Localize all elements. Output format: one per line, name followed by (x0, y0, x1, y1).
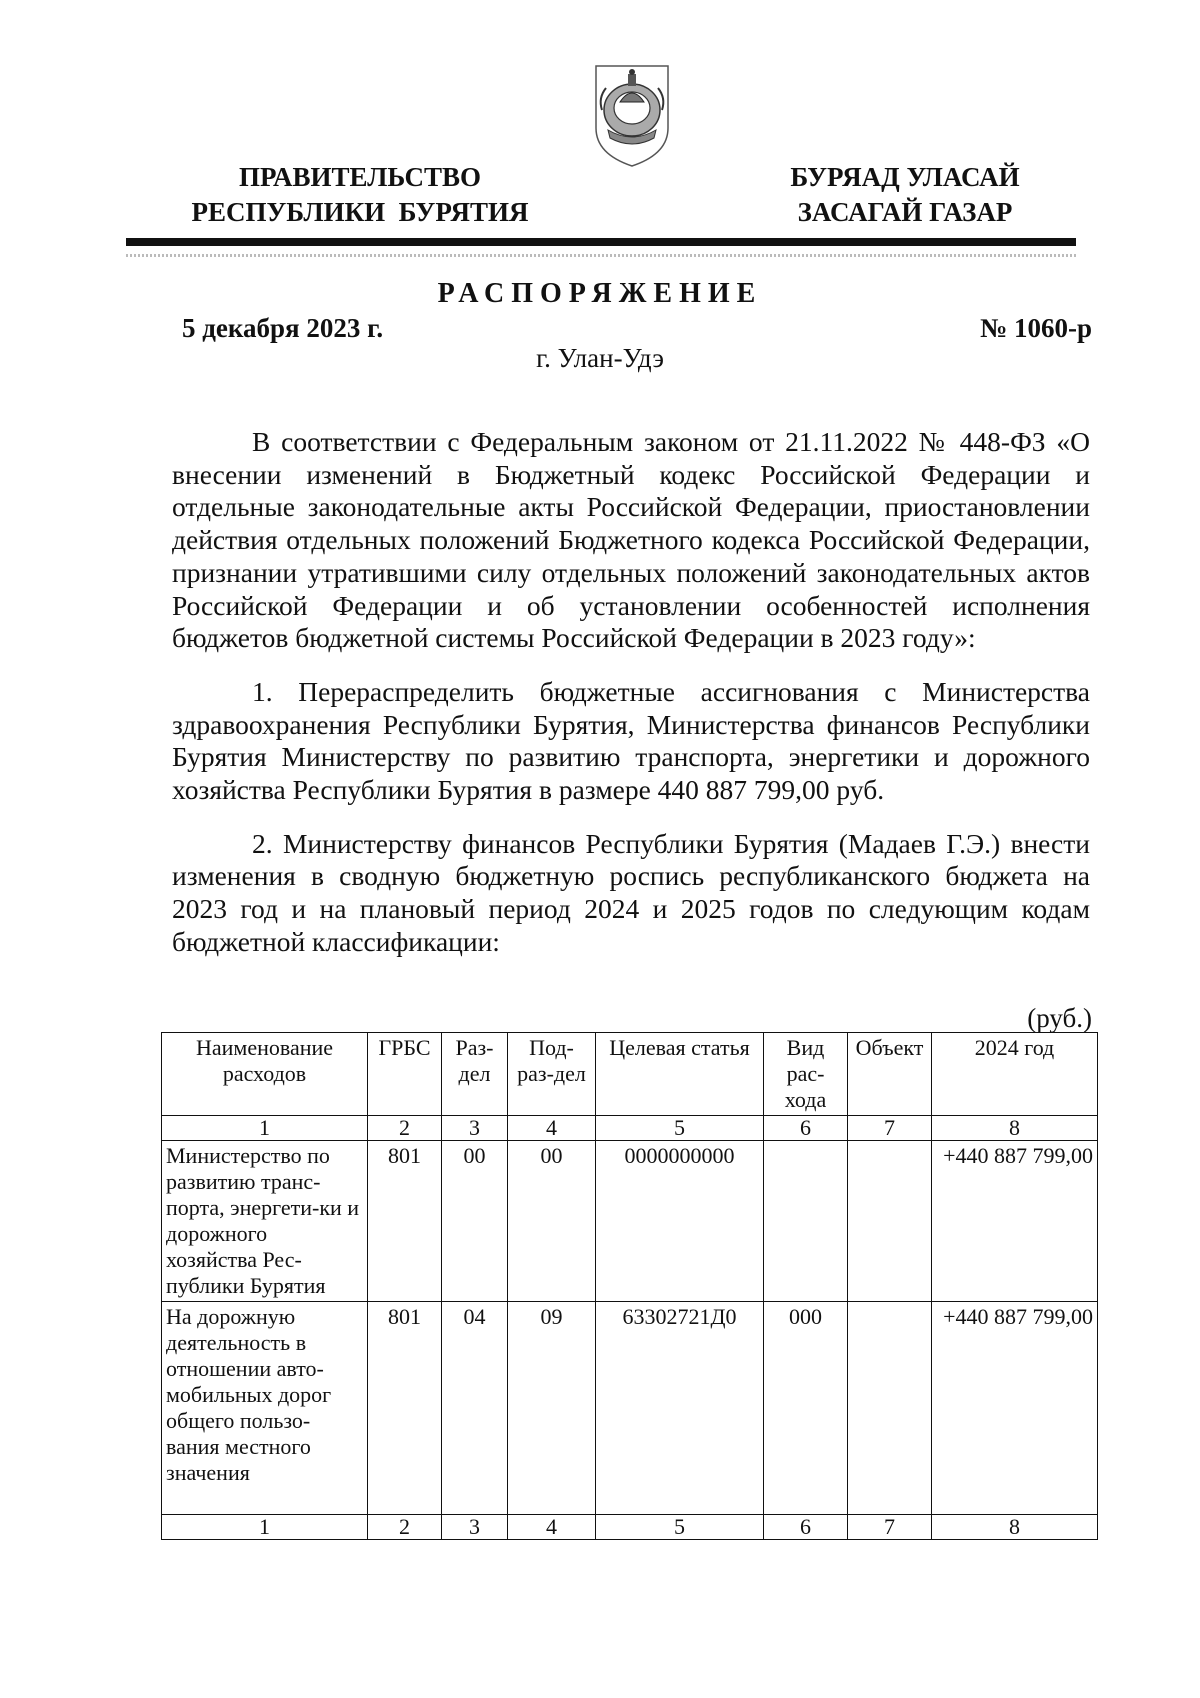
header-divider-thin (126, 254, 1076, 257)
document-date: 5 декабря 2023 г. (182, 313, 384, 343)
org-name-russian-line1: ПРАВИТЕЛЬСТВО (238, 162, 482, 192)
index-cell: 4 (508, 1116, 596, 1141)
cell-object (848, 1141, 932, 1302)
index-cell: 8 (932, 1116, 1098, 1141)
index-cell: 3 (442, 1116, 508, 1141)
col-header-expense-type: Вид рас-хода (764, 1033, 848, 1116)
index-cell: 7 (848, 1515, 932, 1540)
cell-section: 00 (442, 1141, 508, 1302)
cell-grbs: 801 (368, 1141, 442, 1302)
index-cell: 1 (162, 1116, 368, 1141)
document-city: г. Улан-Удэ (536, 343, 664, 373)
paragraph-item-1: 1. Перераспределить бюджетные ассигнования с Министерства здравоохранения Республики Бурятия, Министерства финансов Республики Бурятия Министерству по развитию транспорта, энергетики и дорожного хозяйства Республики Бурятия в размере 440 887 799,00 руб. (172, 675, 1090, 806)
cell-expense-type: 000 (764, 1302, 848, 1515)
paragraph-item-2: 2. Министерству финансов Республики Бурятия (Мадаев Г.Э.) внести изменения в сводную бюджетную роспись республиканского бюджета на 2023 год и на плановый период 2024 и 2025 годов по следующим кодам бюджетной классификации: (172, 827, 1090, 957)
col-header-year-2024: 2024 год (932, 1033, 1098, 1116)
index-cell: 5 (596, 1116, 764, 1141)
index-cell: 2 (368, 1116, 442, 1141)
cell-target-article: 63302721Д0 (596, 1302, 764, 1515)
index-cell: 3 (442, 1515, 508, 1540)
index-cell: 8 (932, 1515, 1098, 1540)
cell-amount-2024: +440 887 799,00 (932, 1302, 1098, 1515)
table-row (162, 1302, 1098, 1515)
org-name-buryat-line1: БУРЯАД УЛАСАЙ (790, 162, 1020, 192)
cell-name: На дорожную деятельность в отношении авто-мобильных дорог общего пользо-вания местного значения (162, 1302, 368, 1515)
table-row (162, 1141, 1098, 1302)
org-name-buryat-line2: ЗАСАГАЙ ГАЗАР (797, 197, 1013, 227)
org-name-russian (150, 160, 570, 230)
header-divider-thick (126, 238, 1076, 246)
col-header-section: Раз-дел (442, 1033, 508, 1116)
coat-of-arms-icon (592, 58, 672, 168)
cell-target-article: 0000000000 (596, 1141, 764, 1302)
cell-subsection: 09 (508, 1302, 596, 1515)
col-header-subsection: Под-раз-дел (508, 1033, 596, 1116)
cell-object (848, 1302, 932, 1515)
col-header-name: Наименование расходов (162, 1033, 368, 1116)
cell-name: Министерство по развитию транс-порта, энергети-ки и дорожного хозяйства Рес-публики Бурятия (162, 1141, 368, 1302)
col-header-target-article: Целевая статья (596, 1033, 764, 1116)
index-cell: 5 (596, 1515, 764, 1540)
table-index-row-repeat (162, 1515, 1098, 1540)
cell-expense-type (764, 1141, 848, 1302)
cell-subsection: 00 (508, 1141, 596, 1302)
document-title: РАСПОРЯЖЕНИЕ (437, 278, 763, 309)
budget-table (161, 1032, 1098, 1540)
cell-grbs: 801 (368, 1302, 442, 1515)
col-header-grbs: ГРБС (368, 1033, 442, 1116)
paragraph-preamble: В соответствии с Федеральным законом от 21.11.2022 № 448-ФЗ «О внесении изменений в Бюджетный кодекс Российской Федерации и отдельные законодательные акты Российской Федерации, приостановлении действия отдельных положений Бюджетного кодекса Российской Федерации, признании утратившими силу отдельных положений законодательных актов Российской Федерации и об установлении особенностей исполнения бюджетов бюджетной системы Российской Федерации в 2023 году»: (172, 426, 1090, 654)
cell-amount-2024: +440 887 799,00 (932, 1141, 1098, 1302)
index-cell: 6 (764, 1116, 848, 1141)
col-header-object: Объект (848, 1033, 932, 1116)
index-cell: 2 (368, 1515, 442, 1540)
org-name-buryat (740, 160, 1070, 230)
index-cell: 6 (764, 1515, 848, 1540)
cell-section: 04 (442, 1302, 508, 1515)
org-name-russian-line2: РЕСПУБЛИКИ БУРЯТИЯ (191, 197, 529, 227)
table-header-row (162, 1033, 1098, 1116)
table-unit-label: (руб.) (1027, 1003, 1092, 1033)
index-cell: 4 (508, 1515, 596, 1540)
document-body (172, 426, 1090, 980)
table-index-row (162, 1116, 1098, 1141)
index-cell: 7 (848, 1116, 932, 1141)
index-cell: 1 (162, 1515, 368, 1540)
document-number: № 1060-р (980, 313, 1092, 343)
